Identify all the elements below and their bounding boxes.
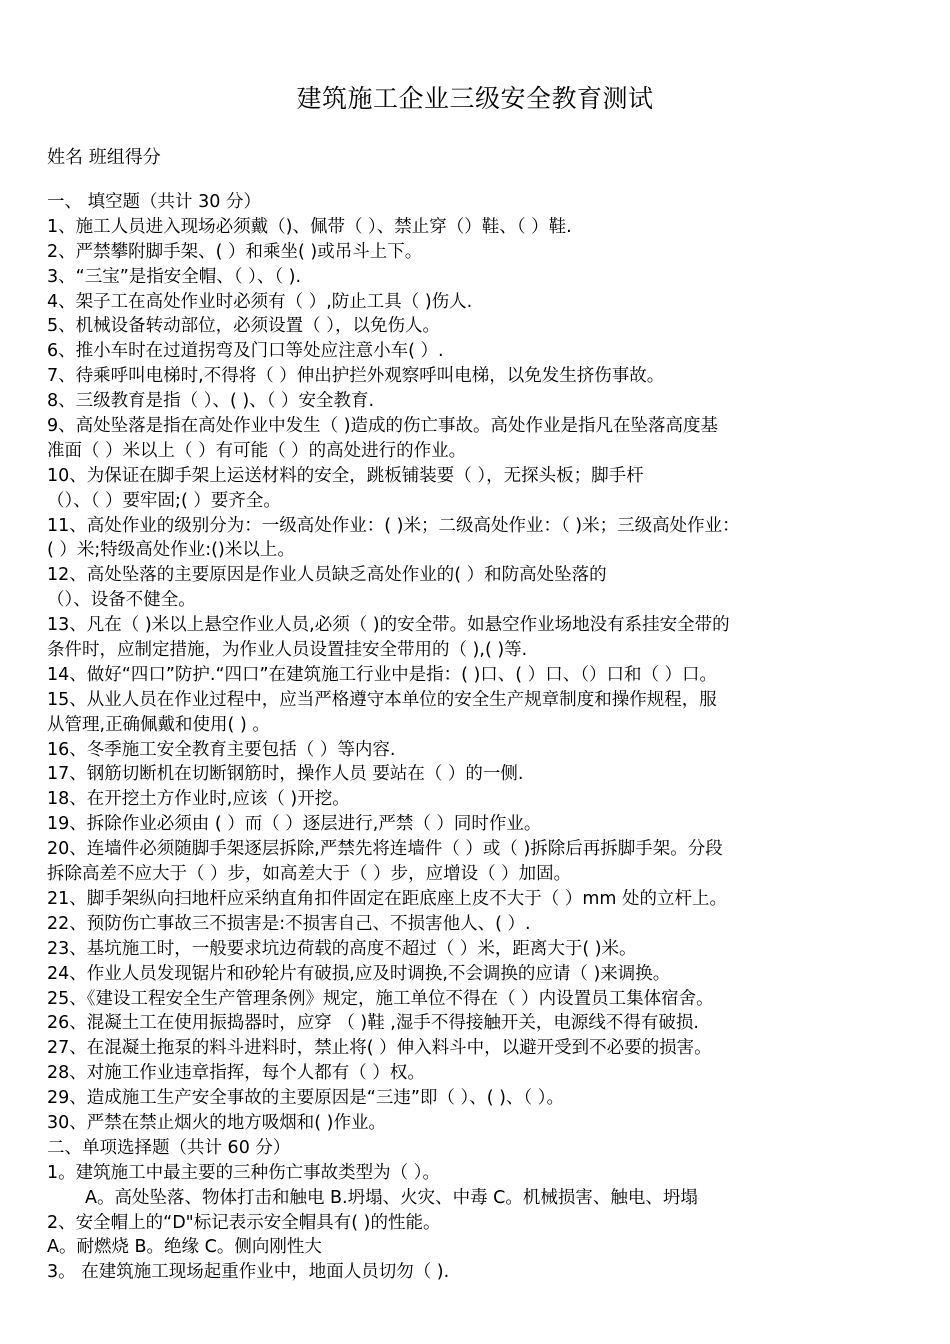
question-line: 2、安全帽上的“D"标记表示安全帽具有( )的性能。 — [47, 1212, 441, 1233]
question-line: 24、作业人员发现锯片和砂轮片有破损,应及时调换,不会调换的应请（ )来调换。 — [47, 963, 671, 984]
question-line: 从管理,正确佩戴和使用( ) 。 — [47, 714, 270, 735]
answer-options-line: A。高处坠落、物体打击和触电 B.坍塌、火灾、中毒 C。机械损害、触电、坍塌 — [85, 1187, 698, 1208]
question-line: 10、为保证在脚手架上运送材料的安全，跳板铺装要（ ），无探头板；脚手杆 — [47, 465, 644, 486]
question-line: 3。 在建筑施工现场起重作业中，地面人员切勿（ ). — [47, 1262, 450, 1283]
question-line: 16、冬季施工安全教育主要包括（ ）等内容. — [47, 739, 396, 760]
answer-options-line: A。耐燃烧 B。绝缘 C。侧向刚性大 — [47, 1237, 322, 1258]
question-line: （）、（ ）要牢固;( ）要齐全。 — [47, 490, 281, 511]
question-line: 15、从业人员在作业过程中，应当严格遵守本单位的安全生产规章制度和操作规程，服 — [47, 689, 717, 710]
question-line: 28、对施工作业违章指挥，每个人都有（ ）权。 — [47, 1063, 425, 1084]
question-line: 4、架子工在高处作业时必须有（ ）,防止工具（ )伤人. — [47, 291, 473, 312]
question-line: 18、在开挖土方作业时,应该（ )开挖。 — [47, 789, 350, 810]
question-line: 6、推小车时在过道拐弯及门口等处应注意小车( ）. — [47, 341, 444, 362]
question-line: 21、脚手架纵向扫地杆应采纳直角扣件固定在距底座上皮不大于（ ）mm 处的立杆上。 — [47, 888, 727, 909]
question-line: 23、基坑施工时，一般要求坑边荷载的高度不超过（ ）米，距离大于( )米。 — [47, 938, 637, 959]
question-line: 7、待乘呼叫电梯时,不得将（ ）伸出护拦外观察呼叫电梯，以免发生挤伤事故。 — [47, 366, 665, 387]
question-line: 8、三级教育是指（ ）、( )、（ ）安全教育. — [47, 391, 375, 412]
name-team-score-line: 姓名 班组得分 — [47, 147, 161, 168]
document-body — [47, 190, 917, 1285]
question-line: 25、《建设工程安全生产管理条例》规定，施工单位不得在（ ）内设置员工集体宿舍。 — [47, 988, 714, 1009]
question-line: 5、机械设备转动部位，必须设置（ ），以免伤人。 — [47, 316, 440, 337]
question-line: 1。建筑施工中最主要的三种伤亡事故类型为（ ）。 — [47, 1162, 440, 1183]
question-line: 11、高处作业的级别分为：一级高处作业：( )米；二级高处作业：（ )米；三级高处作业： — [47, 515, 740, 536]
question-line: 1、施工人员进入现场必须戴（)、佩带（ ）、禁止穿（）鞋、（ ）鞋. — [47, 216, 572, 237]
question-line: 拆除高差不应大于（ ）步，如高差大于（ ）步，应增设（ ）加固。 — [47, 864, 572, 885]
question-line: 17、钢筋切断机在切断钢筋时，操作人员 要站在（ ）的一侧. — [47, 764, 524, 785]
question-line: ( ）米;特级高处作业:()米以上。 — [47, 540, 295, 561]
question-line: 9、高处坠落是指在高处作业中发生（ )造成的伤亡事故。高处作业是指凡在坠落高度基 — [47, 416, 719, 437]
section-heading-fill-blank: 一、 填空题（共计 30 分） — [47, 192, 261, 212]
question-line: 12、高处坠落的主要原因是作业人员缺乏高处作业的( ）和防高处坠落的 — [47, 565, 607, 586]
question-line: 13、凡在（ )米以上悬空作业人员,必须（ )的安全带。如悬空作业场地没有系挂安全带的 — [47, 615, 730, 636]
question-line: 条件时，应制定措施，为作业人员设置挂安全带用的（ ),( )等. — [47, 640, 528, 661]
question-line: 14、做好“四口”防护.“四口”在建筑施工行业中是指：( )口、( ）口、（）口和（ ）口。 — [47, 664, 718, 685]
question-line: 29、造成施工生产安全事故的主要原因是“三违”即（ ）、( )、（ ）。 — [47, 1088, 564, 1109]
question-line: 准面（ ）米以上（ ）有可能（ ）的高处进行的作业。 — [47, 440, 467, 461]
question-line: 20、连墙件必须随脚手架逐层拆除,严禁先将连墙件（ ）或（ )拆除后再拆脚手架。分段 — [47, 839, 723, 860]
question-line: 27、在混凝土拖泵的料斗进料时，禁止将( ）伸入料斗中，以避开受到不必要的损害。 — [47, 1038, 712, 1059]
question-line: 26、混凝土工在使用振捣器时，应穿 （ )鞋 ,湿手不得接触开关，电源线不得有破损. — [47, 1013, 699, 1034]
question-line: 19、拆除作业必须由 ( ）而（ ）逐层进行,严禁（ ）同时作业。 — [47, 814, 542, 835]
document-title: 建筑施工企业三级安全教育测试 — [296, 84, 654, 113]
section-heading-multiple-choice: 二、单项选择题（共计 60 分） — [47, 1137, 291, 1158]
question-line: 3、“三宝”是指安全帽、（ ）、（ ). — [47, 266, 302, 287]
question-line: （）、设备不健全。 — [47, 590, 196, 611]
question-line: 30、严禁在禁止烟火的地方吸烟和( )作业。 — [47, 1112, 386, 1133]
question-line: 2、严禁攀附脚手架、( ）和乘坐( )或吊斗上下。 — [47, 241, 423, 262]
question-line: 22、预防伤亡事故三不损害是:不损害自己、不损害他人、( ）. — [47, 913, 531, 934]
